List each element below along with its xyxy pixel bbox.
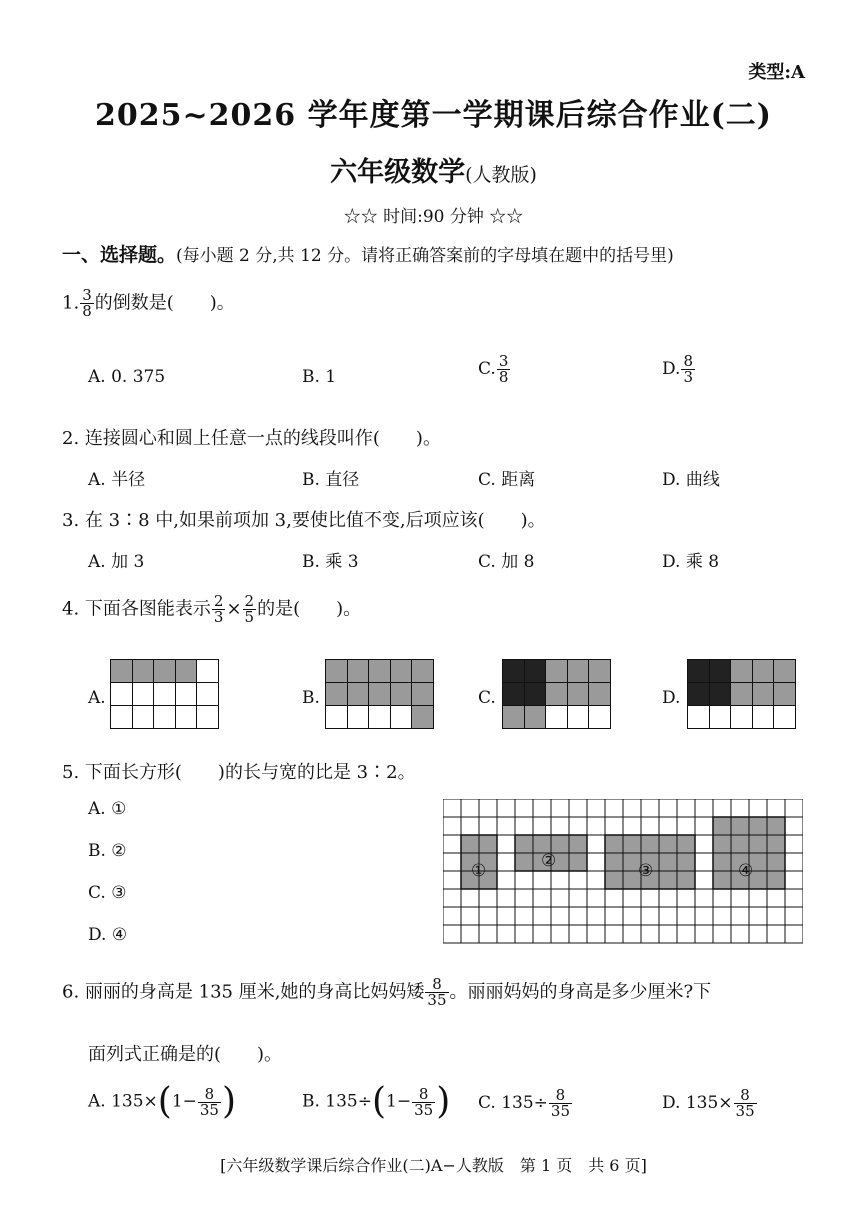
grid-cell bbox=[391, 660, 413, 683]
grid-cell bbox=[568, 660, 590, 683]
page-footer: [六年级数学课后综合作业(二)A−人教版 第 1 页 共 6 页] bbox=[220, 1156, 647, 1175]
grid-cell bbox=[176, 706, 198, 729]
grid-cell bbox=[503, 660, 525, 683]
rect-label-1: ① bbox=[471, 861, 487, 881]
grid-cell bbox=[546, 660, 568, 683]
option-d[interactable]: D. $\frac{8}{3}$ bbox=[662, 352, 693, 386]
grid-cell bbox=[197, 683, 219, 706]
option-a[interactable]: A. bbox=[88, 688, 106, 708]
question-3: 3. 在 3∶8 中,如果前项加 3,要使比值不变,后项应该( )。 bbox=[62, 510, 546, 531]
option-a[interactable]: A. 半径 bbox=[88, 470, 146, 490]
option-d[interactable]: D. 曲线 bbox=[662, 470, 720, 490]
grid-cell bbox=[753, 660, 775, 683]
grid-cell bbox=[731, 683, 753, 706]
grid-cell bbox=[348, 683, 370, 706]
question-5: 5. 下面长方形( )的长与宽的比是 3∶2。 bbox=[62, 762, 416, 783]
grid-cell bbox=[525, 683, 547, 706]
grid-cell bbox=[391, 706, 413, 729]
grid-cell bbox=[525, 660, 547, 683]
subject-name: 六年级数学 bbox=[330, 157, 466, 188]
fraction: $\frac{3}{8}$ bbox=[82, 286, 92, 320]
grid-cell bbox=[774, 706, 796, 729]
option-d[interactable]: D. ④ bbox=[88, 925, 128, 945]
grid-cell bbox=[589, 660, 611, 683]
grid-cell bbox=[753, 683, 775, 706]
grid-cell bbox=[731, 706, 753, 729]
option-c[interactable]: C. 距离 bbox=[478, 470, 536, 490]
grid-cell bbox=[503, 706, 525, 729]
grid-cell bbox=[326, 706, 348, 729]
grid-cell bbox=[589, 706, 611, 729]
option-d[interactable]: D. 135× $\frac{8}{35}$ bbox=[662, 1086, 755, 1120]
figure-a-grid bbox=[110, 659, 219, 729]
grid-cell bbox=[412, 660, 434, 683]
question-number: 1. bbox=[62, 292, 80, 314]
option-c[interactable]: C. 加 8 bbox=[478, 552, 535, 572]
option-a[interactable]: A. 0. 375 bbox=[88, 367, 166, 387]
grid-cell bbox=[154, 706, 176, 729]
grid-cell bbox=[369, 706, 391, 729]
rect-label-3: ③ bbox=[638, 861, 654, 881]
figure-d-grid bbox=[687, 659, 796, 729]
grid-cell bbox=[546, 706, 568, 729]
grid-cell bbox=[326, 683, 348, 706]
figure-b-grid bbox=[325, 659, 434, 729]
question-1 bbox=[62, 288, 235, 319]
grid-cell bbox=[503, 683, 525, 706]
grid-cell bbox=[348, 706, 370, 729]
grid-cell bbox=[568, 706, 590, 729]
grid-cell bbox=[710, 706, 732, 729]
paper-subtitle bbox=[0, 150, 867, 189]
grid-cell bbox=[326, 660, 348, 683]
edition-label: (人教版) bbox=[465, 164, 537, 186]
option-b[interactable]: B. 直径 bbox=[302, 470, 360, 490]
grid-cell bbox=[774, 660, 796, 683]
grid-cell bbox=[111, 706, 133, 729]
grid-cell bbox=[176, 660, 198, 683]
time-limit: ☆☆ 时间:90 分钟 ☆☆ bbox=[343, 207, 524, 227]
grid-cell bbox=[197, 706, 219, 729]
question-6-line-1: 6. 丽丽的身高是 135 厘米,她的身高比妈妈矮 $\frac{8}{35}$ 。丽丽妈妈的身高是多少厘米?下 bbox=[62, 975, 712, 1009]
grid-cell bbox=[589, 683, 611, 706]
option-c[interactable]: C. bbox=[478, 688, 496, 708]
grid-cell bbox=[412, 706, 434, 729]
grid-cell bbox=[753, 706, 775, 729]
paper-title: 2025~2026 学年度第一学期课后综合作业(二) bbox=[95, 98, 772, 133]
option-c[interactable]: C. ③ bbox=[88, 883, 127, 903]
option-d[interactable]: D. bbox=[662, 688, 681, 708]
grid-cell bbox=[176, 683, 198, 706]
grid-cell bbox=[412, 683, 434, 706]
rect-label-4: ④ bbox=[738, 861, 754, 881]
grid-cell bbox=[688, 683, 710, 706]
grid-cell bbox=[111, 660, 133, 683]
grid-cell bbox=[154, 683, 176, 706]
question-6-line-2: 面列式正确是的( )。 bbox=[88, 1044, 283, 1065]
grid-cell bbox=[133, 706, 155, 729]
grid-cell bbox=[369, 683, 391, 706]
question-2: 2. 连接圆心和圆上任意一点的线段叫作( )。 bbox=[62, 428, 441, 449]
option-d[interactable]: D. 乘 8 bbox=[662, 552, 720, 572]
grid-cell bbox=[688, 660, 710, 683]
grid-cell bbox=[546, 683, 568, 706]
grid-cell bbox=[348, 660, 370, 683]
question-4: 4. 下面各图能表示 $\frac{2}{3}$ × $\frac{2}{5}$ 的是( )。 bbox=[62, 592, 362, 626]
option-a[interactable]: A. 加 3 bbox=[88, 552, 145, 572]
section-note: (每小题 2 分,共 12 分。请将正确答案前的字母填在题中的括号里) bbox=[176, 246, 674, 266]
option-b[interactable]: B. ② bbox=[88, 841, 127, 861]
grid-cell bbox=[688, 706, 710, 729]
question-text: 的倒数是( )。 bbox=[94, 292, 235, 314]
option-b[interactable]: B. 1 bbox=[302, 367, 337, 387]
grid-cell bbox=[133, 683, 155, 706]
grid-cell bbox=[774, 683, 796, 706]
option-a[interactable]: A. 135×(1− $\frac{8}{35}$ ) bbox=[88, 1081, 237, 1122]
grid-cell bbox=[710, 660, 732, 683]
grid-cell bbox=[731, 660, 753, 683]
grid-cell bbox=[133, 660, 155, 683]
figure-c-grid bbox=[502, 659, 611, 729]
option-c[interactable]: C. 135÷ $\frac{8}{35}$ bbox=[478, 1086, 570, 1120]
paper-type-label: 类型:A bbox=[748, 62, 805, 83]
option-a[interactable]: A. ① bbox=[88, 799, 127, 819]
grid-cell bbox=[710, 683, 732, 706]
section-heading bbox=[62, 240, 674, 267]
section-title: 一、选择题。 bbox=[62, 244, 177, 266]
grid-cell bbox=[154, 660, 176, 683]
option-b[interactable]: B. 135÷(1− $\frac{8}{35}$ ) bbox=[302, 1081, 451, 1122]
option-b[interactable]: B. 乘 3 bbox=[302, 552, 359, 572]
grid-cell bbox=[525, 706, 547, 729]
grid-cell bbox=[111, 683, 133, 706]
grid-cell bbox=[197, 660, 219, 683]
rectangle-grid-figure bbox=[443, 799, 803, 944]
grid-cell bbox=[568, 683, 590, 706]
grid-cell bbox=[369, 660, 391, 683]
grid-cell bbox=[391, 683, 413, 706]
rect-label-2: ② bbox=[541, 851, 557, 871]
option-b[interactable]: B. bbox=[302, 688, 320, 708]
option-c[interactable]: C. $\frac{3}{8}$ bbox=[478, 352, 509, 386]
